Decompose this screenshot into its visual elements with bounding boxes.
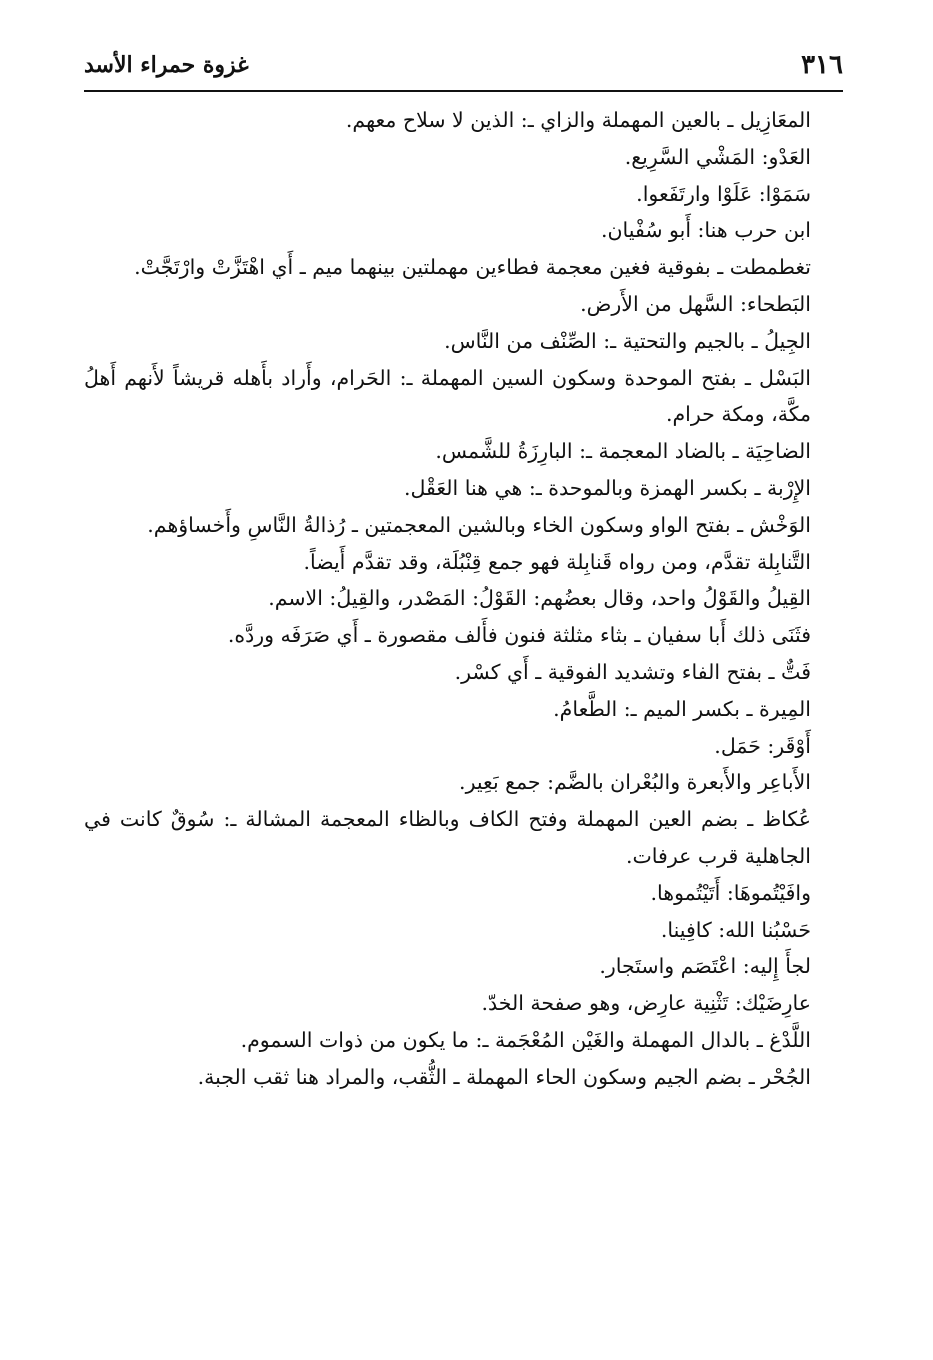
glossary-entry: الجُحْر ـ بضم الجيم وسكون الحاء المهملة ـ الثُّقب، والمراد هنا ثقب الجبة. (197, 1064, 811, 1089)
glossary-entry: الإِرْبة ـ بكسر الهمزة وبالموحدة ـ: هي هنا العَقْل. (403, 475, 811, 500)
glossary-entry: لجأَ إِليه: اعْتَصَم واستَجار. (599, 954, 811, 979)
glossary-entry: ابن حرب هنا: أَبو سُفْيان. (600, 218, 811, 243)
glossary-entry: الأَباعِر والأَبعرة والبُعْران بالضَّم: جمع بَعِير. (459, 770, 811, 795)
glossary-entry: الجِيلُ ـ بالجيم والتحتية ـ: الصِّنْف من النَّاس. (444, 328, 811, 353)
glossary-entry: العَدْو: المَشْي السَّرِيع. (624, 144, 811, 169)
glossary-body (84, 102, 841, 1096)
glossary-entry: سَمَوْا: عَلَوْا وارتَفَعوا. (636, 181, 811, 206)
glossary-entry: حَسْبُنا الله: كافِينا. (660, 917, 811, 942)
running-header (84, 46, 843, 92)
glossary-entry: اللَّدْغ ـ بالدال المهملة والغَيْن المُعْجَمة ـ: ما يكون من ذوات السموم. (240, 1027, 811, 1052)
glossary-entry: عُكاظ ـ بضم العين المهملة وفتح الكاف وبالظاء المعجمة المشالة ـ: سُوقٌ كانت في الجاهلية قرب عرفات. (84, 807, 811, 868)
page-number: ٣١٦ (801, 50, 843, 80)
glossary-entry: القِيلُ والقَوْلُ واحد، وقال بعضُهم: القَوْلُ: المَصْدر، والقِيلُ: الاسم. (268, 586, 811, 611)
glossary-entry: المِيرة ـ بكسر الميم ـ: الطَّعامُ. (553, 696, 811, 721)
glossary-entry: الوَخْش ـ بفتح الواو وسكون الخاء وبالشين المعجمتين ـ رُذالةُ النَّاسِ وأَخساؤهم. (147, 512, 811, 537)
glossary-entry: المعَازِيل ـ بالعين المهملة والزاي ـ: الذين لا سلاح معهم. (345, 108, 811, 132)
glossary-entry: فثَنَى ذلك أَبا سفيان ـ بثاء مثلثة فنون فأَلف مقصورة ـ أَي صَرَفَه وردَّه. (227, 623, 811, 648)
glossary-entry: الضاحِيَة ـ بالضاد المعجمة ـ: البارِزَةُ للشَّمس. (435, 439, 811, 464)
glossary-entry: التَّنابِلة تقدَّم، ومن رواه قَنابِلة فهو جمع قِنْبُلَة، وقد تقدَّم أَيضاً. (303, 549, 811, 574)
glossary-entry: أَوْقَر: حَمَل. (714, 733, 811, 758)
glossary-entry: فَتٌّ ـ بفتح الفاء وتشديد الفوقية ـ أَي كسْر. (454, 659, 811, 684)
running-title: غزوة حمراء الأسد (84, 52, 249, 78)
glossary-entry: وافَيْتُموهَا: أَتَيْتُموها. (650, 880, 811, 905)
glossary-entry: تغطمطت ـ بفوقية فغين معجمة فطاءين مهملتين بينهما ميم ـ أَي اهْتَزَّتْ وارْتَجَّتْ. (134, 255, 811, 280)
glossary-entry: عارِضَيْك: تَثْنِية عارِض، وهو صفحة الخدّ. (481, 991, 811, 1016)
glossary-entry: البَسْل ـ بفتح الموحدة وسكون السين المهملة ـ: الحَرام، وأَراد بأَهله قريشاً لأَنهم أَهلُ مكَّة، ومكة حرام. (84, 365, 811, 427)
glossary-entry: البَطحاء: السَّهل من الأَرض. (580, 291, 811, 316)
